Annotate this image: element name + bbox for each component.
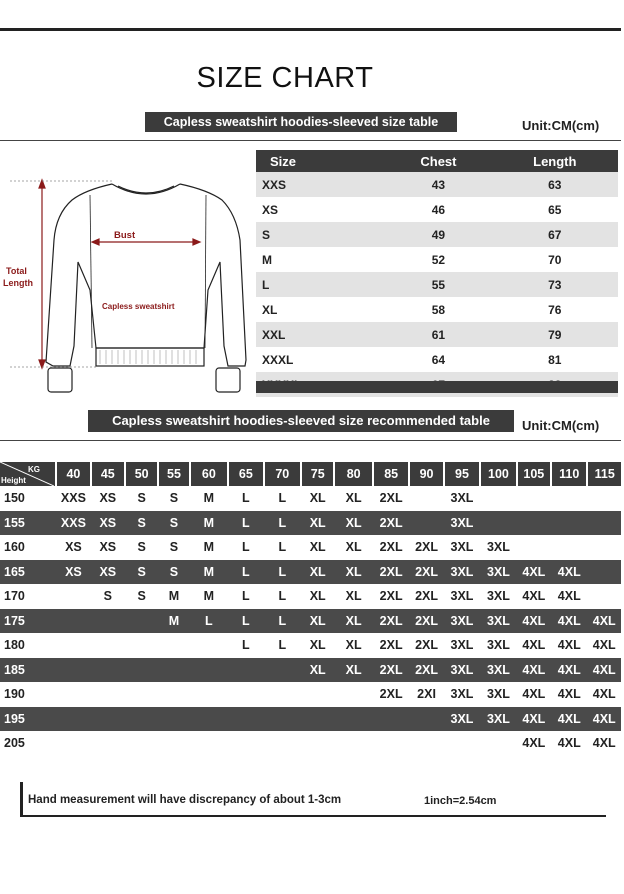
height-cell: 190 [0,682,56,707]
recommend-row [0,535,621,560]
size-recommendation-cell: 2XL [373,486,409,511]
length-cell: 63 [492,172,618,197]
size-recommendation-cell: 4XL [587,633,621,658]
table-corner [0,462,56,486]
size-recommendation-cell: L [228,584,263,609]
size-recommendation-cell: 3XL [444,486,480,511]
size-table-unit: Unit:CM(cm) [522,118,600,133]
weight-header: 100 [480,462,516,486]
size-recommendation-cell: S [91,584,125,609]
size-recommendation-cell [587,584,621,609]
size-recommendation-cell [409,731,443,756]
size-recommendation-cell: L [264,584,302,609]
bust-label: Bust [114,230,136,241]
size-row [256,222,618,247]
length-cell: 73 [492,272,618,297]
size-recommendation-cell [334,731,373,756]
size-recommendation-cell [480,731,516,756]
size-recommendation-cell: 3XL [480,707,516,732]
size-recommendation-cell: 3XL [444,633,480,658]
size-recommendation-cell: 4XL [587,609,621,634]
size-recommendation-cell [264,682,302,707]
size-recommendation-cell: M [190,560,229,585]
size-recommendation-cell: 3XL [444,609,480,634]
weight-header: 90 [409,462,443,486]
size-recommendation-cell [190,707,229,732]
size-recommendation-cell: S [158,511,189,536]
size-recommendation-cell: 4XL [517,682,551,707]
height-cell: 150 [0,486,56,511]
size-recommendation-cell [409,707,443,732]
size-recommendation-cell [301,731,334,756]
size-recommendation-cell: M [190,584,229,609]
weight-header: 105 [517,462,551,486]
chest-cell: 52 [385,247,491,272]
size-recommendation-cell [301,682,334,707]
size-recommendation-cell [373,707,409,732]
size-recommendation-cell [158,658,189,683]
size-row [256,272,618,297]
size-recommendation-cell [91,682,125,707]
size-row [256,322,618,347]
size-recommendation-cell: 3XL [444,535,480,560]
size-recommendation-cell [409,486,443,511]
size-recommendation-cell: S [158,486,189,511]
weight-header: 45 [91,462,125,486]
size-recommendation-cell: 3XL [444,707,480,732]
chest-header: Chest [385,150,491,172]
size-row [256,247,618,272]
size-recommendation-cell [264,731,302,756]
measurement-note [20,782,606,816]
size-row [256,172,618,197]
size-recommendation-cell [125,707,158,732]
size-table-footer-bar [256,381,618,393]
size-recommendation-cell: 3XL [444,560,480,585]
recommend-table-unit: Unit:CM(cm) [522,418,600,433]
section-divider-2 [0,440,621,441]
size-recommendation-cell: L [228,486,263,511]
size-recommendation-cell [91,731,125,756]
recommend-row [0,511,621,536]
size-recommendation-cell: 3XL [480,609,516,634]
total-length-label-2: Length [3,278,33,288]
size-cell: XXL [256,322,385,347]
size-recommendation-cell [125,633,158,658]
page-title: SIZE CHART [196,62,374,94]
size-recommendation-cell: S [125,584,158,609]
size-recommendation-cell [56,658,90,683]
size-recommendation-cell: S [125,535,158,560]
size-recommendation-cell [587,486,621,511]
corner-diagonal [0,462,54,486]
size-recommendation-cell: 2XL [409,658,443,683]
garment-label: Capless sweatshirt [102,302,175,311]
size-recommendation-cell: 2XL [373,584,409,609]
size-recommendation-cell: 4XL [551,560,587,585]
size-recommendation-cell [125,682,158,707]
size-recommendation-cell: 3XL [444,658,480,683]
size-recommendation-cell: 2XI [409,682,443,707]
size-recommendation-cell [444,731,480,756]
size-recommendation-cell: XL [334,486,373,511]
size-recommendation-cell: XL [301,609,334,634]
size-recommendation-cell: 2XL [409,633,443,658]
size-recommendation-cell: 4XL [517,707,551,732]
size-recommendation-cell [228,707,263,732]
size-recommendation-cell [190,682,229,707]
size-recommendation-cell: 4XL [517,658,551,683]
size-recommendation-cell: M [158,584,189,609]
size-recommendation-cell: 4XL [517,609,551,634]
size-recommendation-cell: 4XL [551,609,587,634]
size-recommendation-cell: L [264,633,302,658]
size-recommendation-cell: 2XL [373,535,409,560]
size-recommendation-cell [91,609,125,634]
size-recommendation-cell: 4XL [587,707,621,732]
size-recommendation-cell [190,731,229,756]
size-recommendation-cell: 4XL [551,633,587,658]
size-recommendation-cell [334,682,373,707]
size-recommendation-cell: S [125,511,158,536]
size-recommendation-cell: M [190,486,229,511]
size-recommendation-cell: 4XL [587,731,621,756]
recommend-table [0,462,621,756]
chest-cell: 61 [385,322,491,347]
size-recommendation-cell: L [228,560,263,585]
size-recommendation-cell [228,682,263,707]
size-recommendation-cell: L [228,511,263,536]
size-recommendation-cell: 3XL [444,584,480,609]
height-cell: 185 [0,658,56,683]
weight-header: 70 [264,462,302,486]
size-recommendation-cell [91,707,125,732]
weight-header: 60 [190,462,229,486]
weight-header: 115 [587,462,621,486]
size-recommendation-cell: 3XL [480,682,516,707]
size-recommendation-cell [480,511,516,536]
note-left-bar [20,782,23,816]
size-recommendation-cell: L [228,609,263,634]
height-cell: 160 [0,535,56,560]
size-recommendation-cell: S [125,560,158,585]
chest-cell: 43 [385,172,491,197]
size-recommendation-cell [587,535,621,560]
size-recommendation-cell: 2XL [373,609,409,634]
recommend-row [0,486,621,511]
size-recommendation-cell [587,511,621,536]
size-table [256,150,618,397]
size-recommendation-cell: XXS [56,511,90,536]
chest-cell: 55 [385,272,491,297]
size-recommendation-cell [587,560,621,585]
size-recommendation-cell [334,707,373,732]
height-cell: 205 [0,731,56,756]
size-recommendation-cell: XL [301,486,334,511]
length-cell: 70 [492,247,618,272]
note-text: Hand measurement will have discrepancy of about 1-3cm [28,794,342,806]
recommend-row [0,682,621,707]
size-recommendation-cell: 3XL [480,658,516,683]
recommend-row [0,609,621,634]
size-recommendation-cell: XL [334,658,373,683]
length-cell: 81 [492,347,618,372]
recommend-row [0,560,621,585]
size-cell: XXXL [256,347,385,372]
corner-kg-label: KG [28,465,40,474]
size-recommendation-cell [56,633,90,658]
weight-header: 40 [56,462,90,486]
size-recommendation-cell: XL [334,584,373,609]
weight-header: 65 [228,462,263,486]
weight-header: 75 [301,462,334,486]
size-recommendation-cell [517,511,551,536]
size-recommendation-cell [264,658,302,683]
length-cell: 76 [492,297,618,322]
chest-cell: 64 [385,347,491,372]
size-recommendation-cell [125,609,158,634]
size-recommendation-cell: XS [56,560,90,585]
size-recommendation-cell: 4XL [551,731,587,756]
size-recommendation-cell: XS [91,511,125,536]
top-rule [0,28,621,31]
size-recommendation-cell [125,731,158,756]
size-recommendation-cell: XL [334,511,373,536]
size-recommendation-cell [56,609,90,634]
size-recommendation-cell: S [125,486,158,511]
recommend-table-banner: Capless sweatshirt hoodies-sleeved size recommended table [88,410,514,432]
length-cell: 67 [492,222,618,247]
size-recommendation-cell: XL [301,584,334,609]
size-recommendation-cell [56,584,90,609]
length-cell: 79 [492,322,618,347]
chest-cell: 49 [385,222,491,247]
size-recommendation-cell [190,633,229,658]
size-recommendation-cell: 2XL [373,658,409,683]
size-recommendation-cell: 3XL [444,511,480,536]
recommend-row [0,658,621,683]
size-recommendation-cell: XL [334,633,373,658]
size-cell: XL [256,297,385,322]
size-recommendation-cell: 2XL [373,633,409,658]
size-recommendation-cell: 2XL [409,560,443,585]
size-recommendation-cell [56,682,90,707]
size-recommendation-cell: XL [301,633,334,658]
size-recommendation-cell: L [264,560,302,585]
size-recommendation-cell: 2XL [409,535,443,560]
size-recommendation-cell: 3XL [480,560,516,585]
size-recommendation-cell [480,486,516,511]
size-recommendation-cell: XL [301,535,334,560]
size-recommendation-cell: XS [91,560,125,585]
size-recommendation-cell [517,486,551,511]
size-recommendation-cell [301,707,334,732]
size-recommendation-cell [158,633,189,658]
size-cell: M [256,247,385,272]
size-recommendation-cell: 4XL [517,731,551,756]
height-cell: 155 [0,511,56,536]
size-recommendation-cell: 4XL [551,584,587,609]
size-recommendation-cell: 4XL [551,658,587,683]
size-recommendation-cell: 4XL [587,658,621,683]
size-recommendation-cell: XL [334,560,373,585]
size-recommendation-cell: XL [334,535,373,560]
total-length-label-1: Total [6,266,27,276]
size-recommendation-cell [91,658,125,683]
length-cell: 65 [492,197,618,222]
size-row [256,347,618,372]
size-recommendation-cell: 3XL [480,535,516,560]
section-divider [0,140,621,141]
size-cell: XS [256,197,385,222]
size-recommendation-cell: 4XL [551,682,587,707]
size-recommendation-cell: L [264,535,302,560]
length-header: Length [492,150,618,172]
size-recommendation-cell: 4XL [517,584,551,609]
chest-cell: 46 [385,197,491,222]
size-recommendation-cell: 3XL [480,633,516,658]
size-recommendation-cell: XL [334,609,373,634]
size-row [256,197,618,222]
weight-header: 55 [158,462,189,486]
note-bottom-bar [20,815,606,817]
size-recommendation-cell: XS [56,535,90,560]
weight-header: 85 [373,462,409,486]
recommend-row [0,707,621,732]
size-recommendation-cell: XL [301,511,334,536]
size-recommendation-cell: L [228,633,263,658]
size-recommendation-cell [125,658,158,683]
size-recommendation-cell: L [264,511,302,536]
size-recommendation-cell: 4XL [517,560,551,585]
height-cell: 175 [0,609,56,634]
height-cell: 170 [0,584,56,609]
size-recommendation-cell [91,633,125,658]
size-recommendation-cell: S [158,560,189,585]
size-recommendation-cell [228,658,263,683]
size-cell: L [256,272,385,297]
size-recommendation-cell: 3XL [480,584,516,609]
size-cell: XXS [256,172,385,197]
size-recommendation-cell: 4XL [551,707,587,732]
size-recommendation-cell: M [158,609,189,634]
size-recommendation-cell: L [264,486,302,511]
corner-height-label: Height [1,476,26,485]
size-recommendation-cell: 2XL [373,560,409,585]
chest-cell: 58 [385,297,491,322]
size-recommendation-cell: L [190,609,229,634]
recommend-row [0,731,621,756]
size-recommendation-cell [551,511,587,536]
size-recommendation-cell: M [190,535,229,560]
size-recommendation-cell [190,658,229,683]
size-recommendation-cell: 3XL [444,682,480,707]
recommend-row [0,584,621,609]
size-recommendation-cell: S [158,535,189,560]
size-recommendation-cell [551,486,587,511]
size-recommendation-cell: XS [91,535,125,560]
size-recommendation-cell: L [228,535,263,560]
size-recommendation-cell: 4XL [517,633,551,658]
weight-header: 110 [551,462,587,486]
size-row [256,297,618,322]
weight-header: 95 [444,462,480,486]
size-recommendation-cell [373,731,409,756]
size-recommendation-cell: XXS [56,486,90,511]
recommend-row [0,633,621,658]
size-recommendation-cell: XS [91,486,125,511]
size-recommendation-cell: L [264,609,302,634]
size-recommendation-cell [158,731,189,756]
size-recommendation-cell: 2XL [373,511,409,536]
size-recommendation-cell [517,535,551,560]
height-cell: 195 [0,707,56,732]
size-cell: S [256,222,385,247]
size-recommendation-cell: 2XL [409,609,443,634]
weight-header: 50 [125,462,158,486]
size-recommendation-cell [551,535,587,560]
size-recommendation-cell: M [190,511,229,536]
size-recommendation-cell: 4XL [587,682,621,707]
size-recommendation-cell [228,731,263,756]
size-recommendation-cell [264,707,302,732]
sweatshirt-diagram [0,160,250,400]
size-recommendation-cell: 2XL [409,584,443,609]
size-recommendation-cell [409,511,443,536]
inch-conversion: 1inch=2.54cm [424,795,497,807]
size-recommendation-cell: XL [301,560,334,585]
height-cell: 165 [0,560,56,585]
weight-header: 80 [334,462,373,486]
size-recommendation-cell: XL [301,658,334,683]
size-header: Size [256,150,385,172]
size-recommendation-cell: 2XL [373,682,409,707]
height-cell: 180 [0,633,56,658]
size-table-banner: Capless sweatshirt hoodies-sleeved size table [145,112,457,132]
size-recommendation-cell [56,707,90,732]
size-recommendation-cell [158,682,189,707]
size-recommendation-cell [56,731,90,756]
size-recommendation-cell [158,707,189,732]
